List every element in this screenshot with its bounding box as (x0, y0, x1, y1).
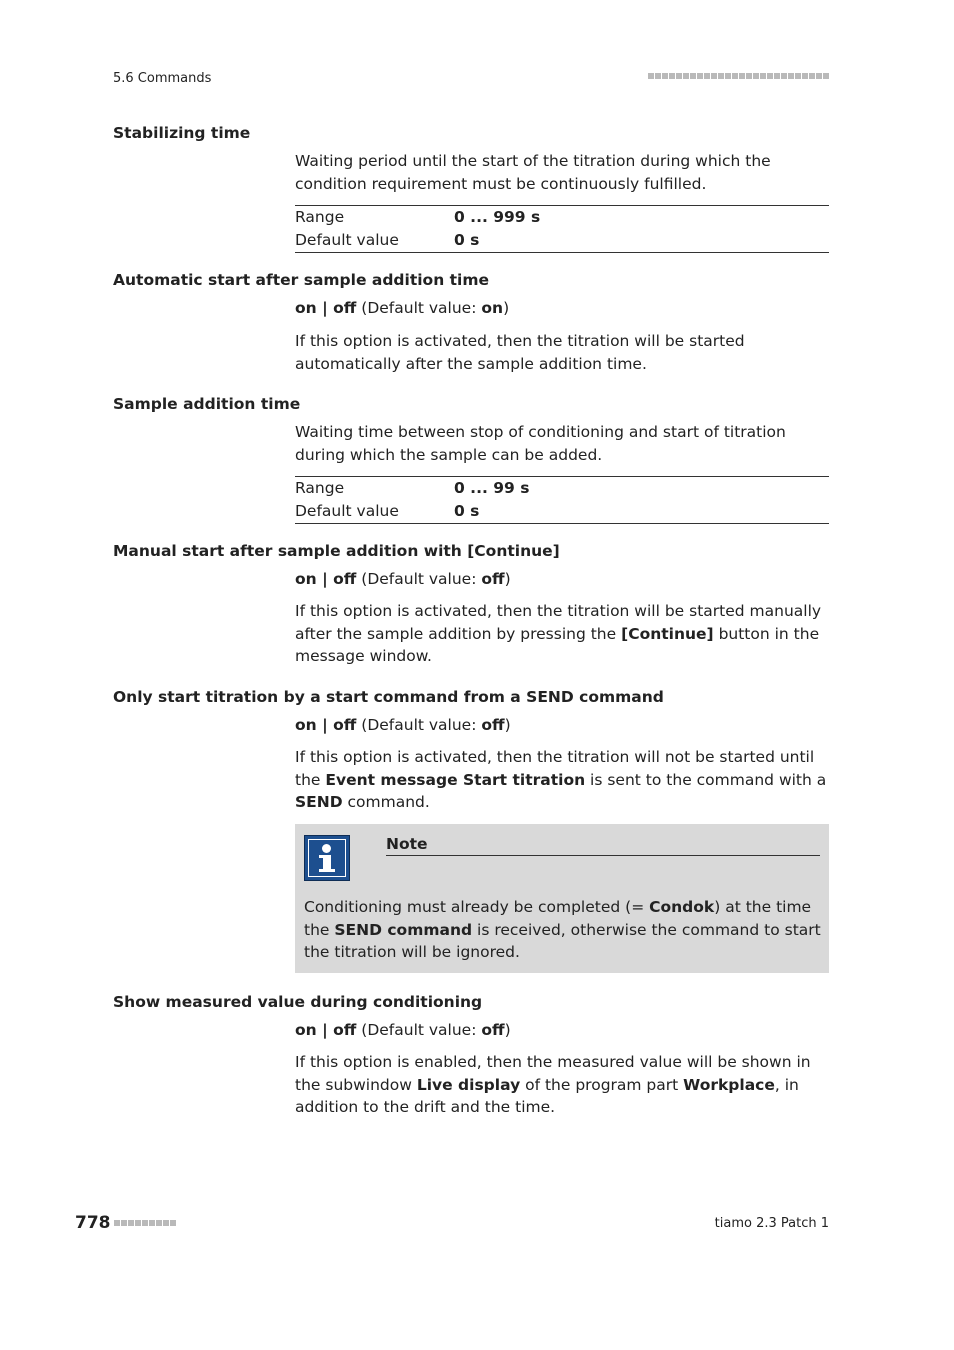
sample-time-desc-text: Waiting time between stop of conditioning and start of titration during which the sample can be added. (295, 423, 786, 464)
show-measured-description (295, 1051, 829, 1119)
desc-bold: SEND (295, 793, 343, 811)
default-label: Default value (295, 231, 399, 249)
stabilizing-range-table (295, 205, 829, 253)
note-text-part: ) at the time the (304, 898, 812, 939)
note-text-bold: SEND command (334, 920, 473, 939)
header-decoration (648, 73, 829, 79)
range-label: Range (295, 208, 345, 226)
desc-part: is sent to the command with a (585, 770, 827, 789)
note-box (295, 824, 829, 973)
default-prefix: (Default value: (356, 299, 482, 317)
default-value: 0 s (454, 502, 480, 520)
auto-start-desc-text: If this option is activated, then the titration will be started automatically after the sample addition time. (295, 332, 745, 373)
manual-start-description (295, 600, 829, 668)
range-label: Range (295, 479, 345, 497)
default-suffix: ) (504, 570, 511, 588)
heading-show-measured-value: Show measured value during conditioning (113, 993, 483, 1011)
default-prefix: (Default value: (356, 1021, 482, 1039)
default-prefix: (Default value: (356, 716, 482, 734)
default-value: 0 s (454, 231, 480, 249)
heading-stabilizing-time: Stabilizing time (113, 124, 251, 142)
default-value: off (481, 570, 505, 588)
only-send-options (295, 714, 829, 737)
page-number: 778 (75, 1213, 111, 1233)
heading-manual-start: Manual start after sample addition with [Continue] (113, 542, 560, 560)
footer-product: tiamo 2.3 Patch 1 (714, 1216, 829, 1231)
show-measured-options (295, 1019, 829, 1042)
default-value: off (481, 716, 505, 734)
default-prefix: (Default value: (356, 570, 482, 588)
desc-part: command. (342, 793, 430, 811)
note-text-part: Conditioning must already be completed (= (304, 898, 650, 916)
desc-part: If this option is activated, then the titration will be started manually after the sample addition by pressing the (295, 602, 822, 643)
desc-part: of the program part (520, 1075, 684, 1094)
range-value: 0 ... 99 s (454, 479, 530, 497)
heading-sample-addition-time: Sample addition time (113, 395, 301, 413)
sample-time-description (295, 421, 829, 466)
default-suffix: ) (504, 1021, 511, 1039)
note-text-bold: Condok (649, 898, 715, 916)
default-suffix: ) (503, 299, 510, 317)
manual-start-options (295, 568, 829, 591)
note-title: Note (386, 834, 820, 856)
running-header-section: 5.6 Commands (113, 71, 212, 86)
on-off-label: on | off (295, 570, 357, 588)
on-off-label: on | off (295, 716, 357, 734)
default-value: off (481, 1021, 505, 1039)
on-off-label: on | off (295, 1021, 357, 1039)
footer-decoration (114, 1220, 176, 1226)
desc-part: If this option is enabled, then the measured value will be shown in the subwindow (295, 1053, 811, 1094)
note-text (304, 896, 824, 964)
desc-part: button in the message window. (295, 624, 820, 665)
continue-button-ref: [Continue] (621, 624, 714, 643)
on-off-label: on | off (295, 299, 357, 317)
stabilizing-description (295, 150, 829, 195)
auto-start-options (295, 297, 829, 320)
only-send-description (295, 746, 829, 814)
auto-start-description (295, 330, 829, 375)
heading-automatic-start: Automatic start after sample addition time (113, 271, 490, 289)
stabilizing-desc-text: Waiting period until the start of the titration during which the condition requirement must be continuously fulfilled. (295, 152, 771, 193)
desc-bold: Event message Start titration (325, 770, 586, 789)
note-text-part: is received, otherwise the command to start the titration will be ignored. (304, 920, 821, 961)
sample-time-range-table (295, 476, 829, 524)
default-value: on (481, 299, 504, 317)
desc-bold: Workplace (683, 1075, 775, 1094)
heading-only-start-send: Only start titration by a start command from a SEND command (113, 688, 664, 706)
desc-part: , in addition to the drift and the time. (295, 1075, 799, 1116)
range-value: 0 ... 999 s (454, 208, 541, 226)
desc-bold: Live display (416, 1075, 521, 1094)
desc-part: If this option is activated, then the titration will not be started until the (295, 748, 815, 789)
default-label: Default value (295, 502, 399, 520)
default-suffix: ) (504, 716, 511, 734)
info-icon (304, 835, 350, 881)
